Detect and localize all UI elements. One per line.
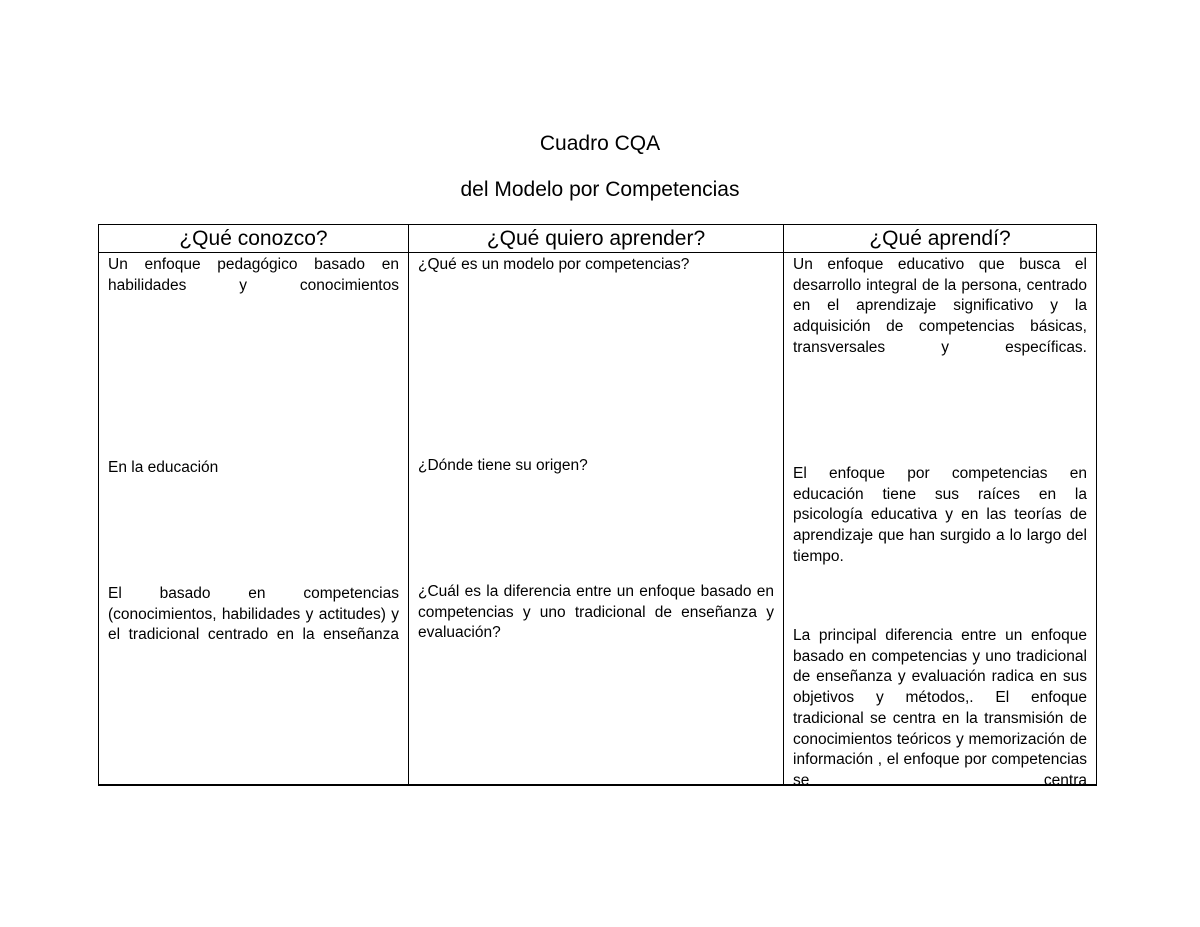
document-subtitle: del Modelo por Competencias: [460, 178, 740, 201]
column-conozco: [99, 253, 409, 786]
conozco-entry-1: Un enfoque pedagógico basado en habilidades y conocimientos: [108, 256, 399, 294]
cqa-table: [98, 224, 1097, 789]
quiero-aprender-entry-3: ¿Cuál es la diferencia entre un enfoque basado en competencias y uno tradicional de enseñanza y evaluación?: [418, 583, 774, 642]
column-quiero-aprender: [409, 253, 784, 786]
document-title: Cuadro CQA: [539, 132, 661, 155]
header-que-quiero-aprender: ¿Qué quiero aprender?: [409, 225, 784, 253]
table-row: [99, 253, 1097, 786]
column-aprendi: [784, 253, 1097, 789]
conozco-entry-3: El basado en competencias (conocimientos, habilidades y actitudes) y el tradicional centrado en la enseñanza: [108, 585, 399, 644]
quiero-aprender-entry-2: ¿Dónde tiene su origen?: [418, 457, 588, 474]
conozco-entry-2: En la educación: [108, 459, 219, 476]
aprendi-entry-3: La principal diferencia entre un enfoque basado en competencias y uno tradicional de enseñanza y evaluación radica en sus objetivos y métodos,. El enfoque tradicional se centra en la transmisión de conocimientos teóricos y memorización de información , el enfoque por competencias se centra: [793, 627, 1087, 789]
aprendi-entry-2: El enfoque por competencias en educación tiene sus raíces en la psicología educativa y en las teorías de aprendizaje que han surgido a lo largo del tiempo.: [793, 465, 1087, 565]
aprendi-entry-1: Un enfoque educativo que busca el desarrollo integral de la persona, centrado en el aprendizaje significativo y la adquisición de competencias básicas, transversales y específicas.: [793, 256, 1087, 356]
quiero-aprender-entry-1: ¿Qué es un modelo por competencias?: [418, 256, 690, 273]
header-que-aprendi: ¿Qué aprendí?: [784, 225, 1097, 253]
table-header-row: [99, 225, 1097, 253]
header-que-conozco: ¿Qué conozco?: [99, 225, 409, 253]
